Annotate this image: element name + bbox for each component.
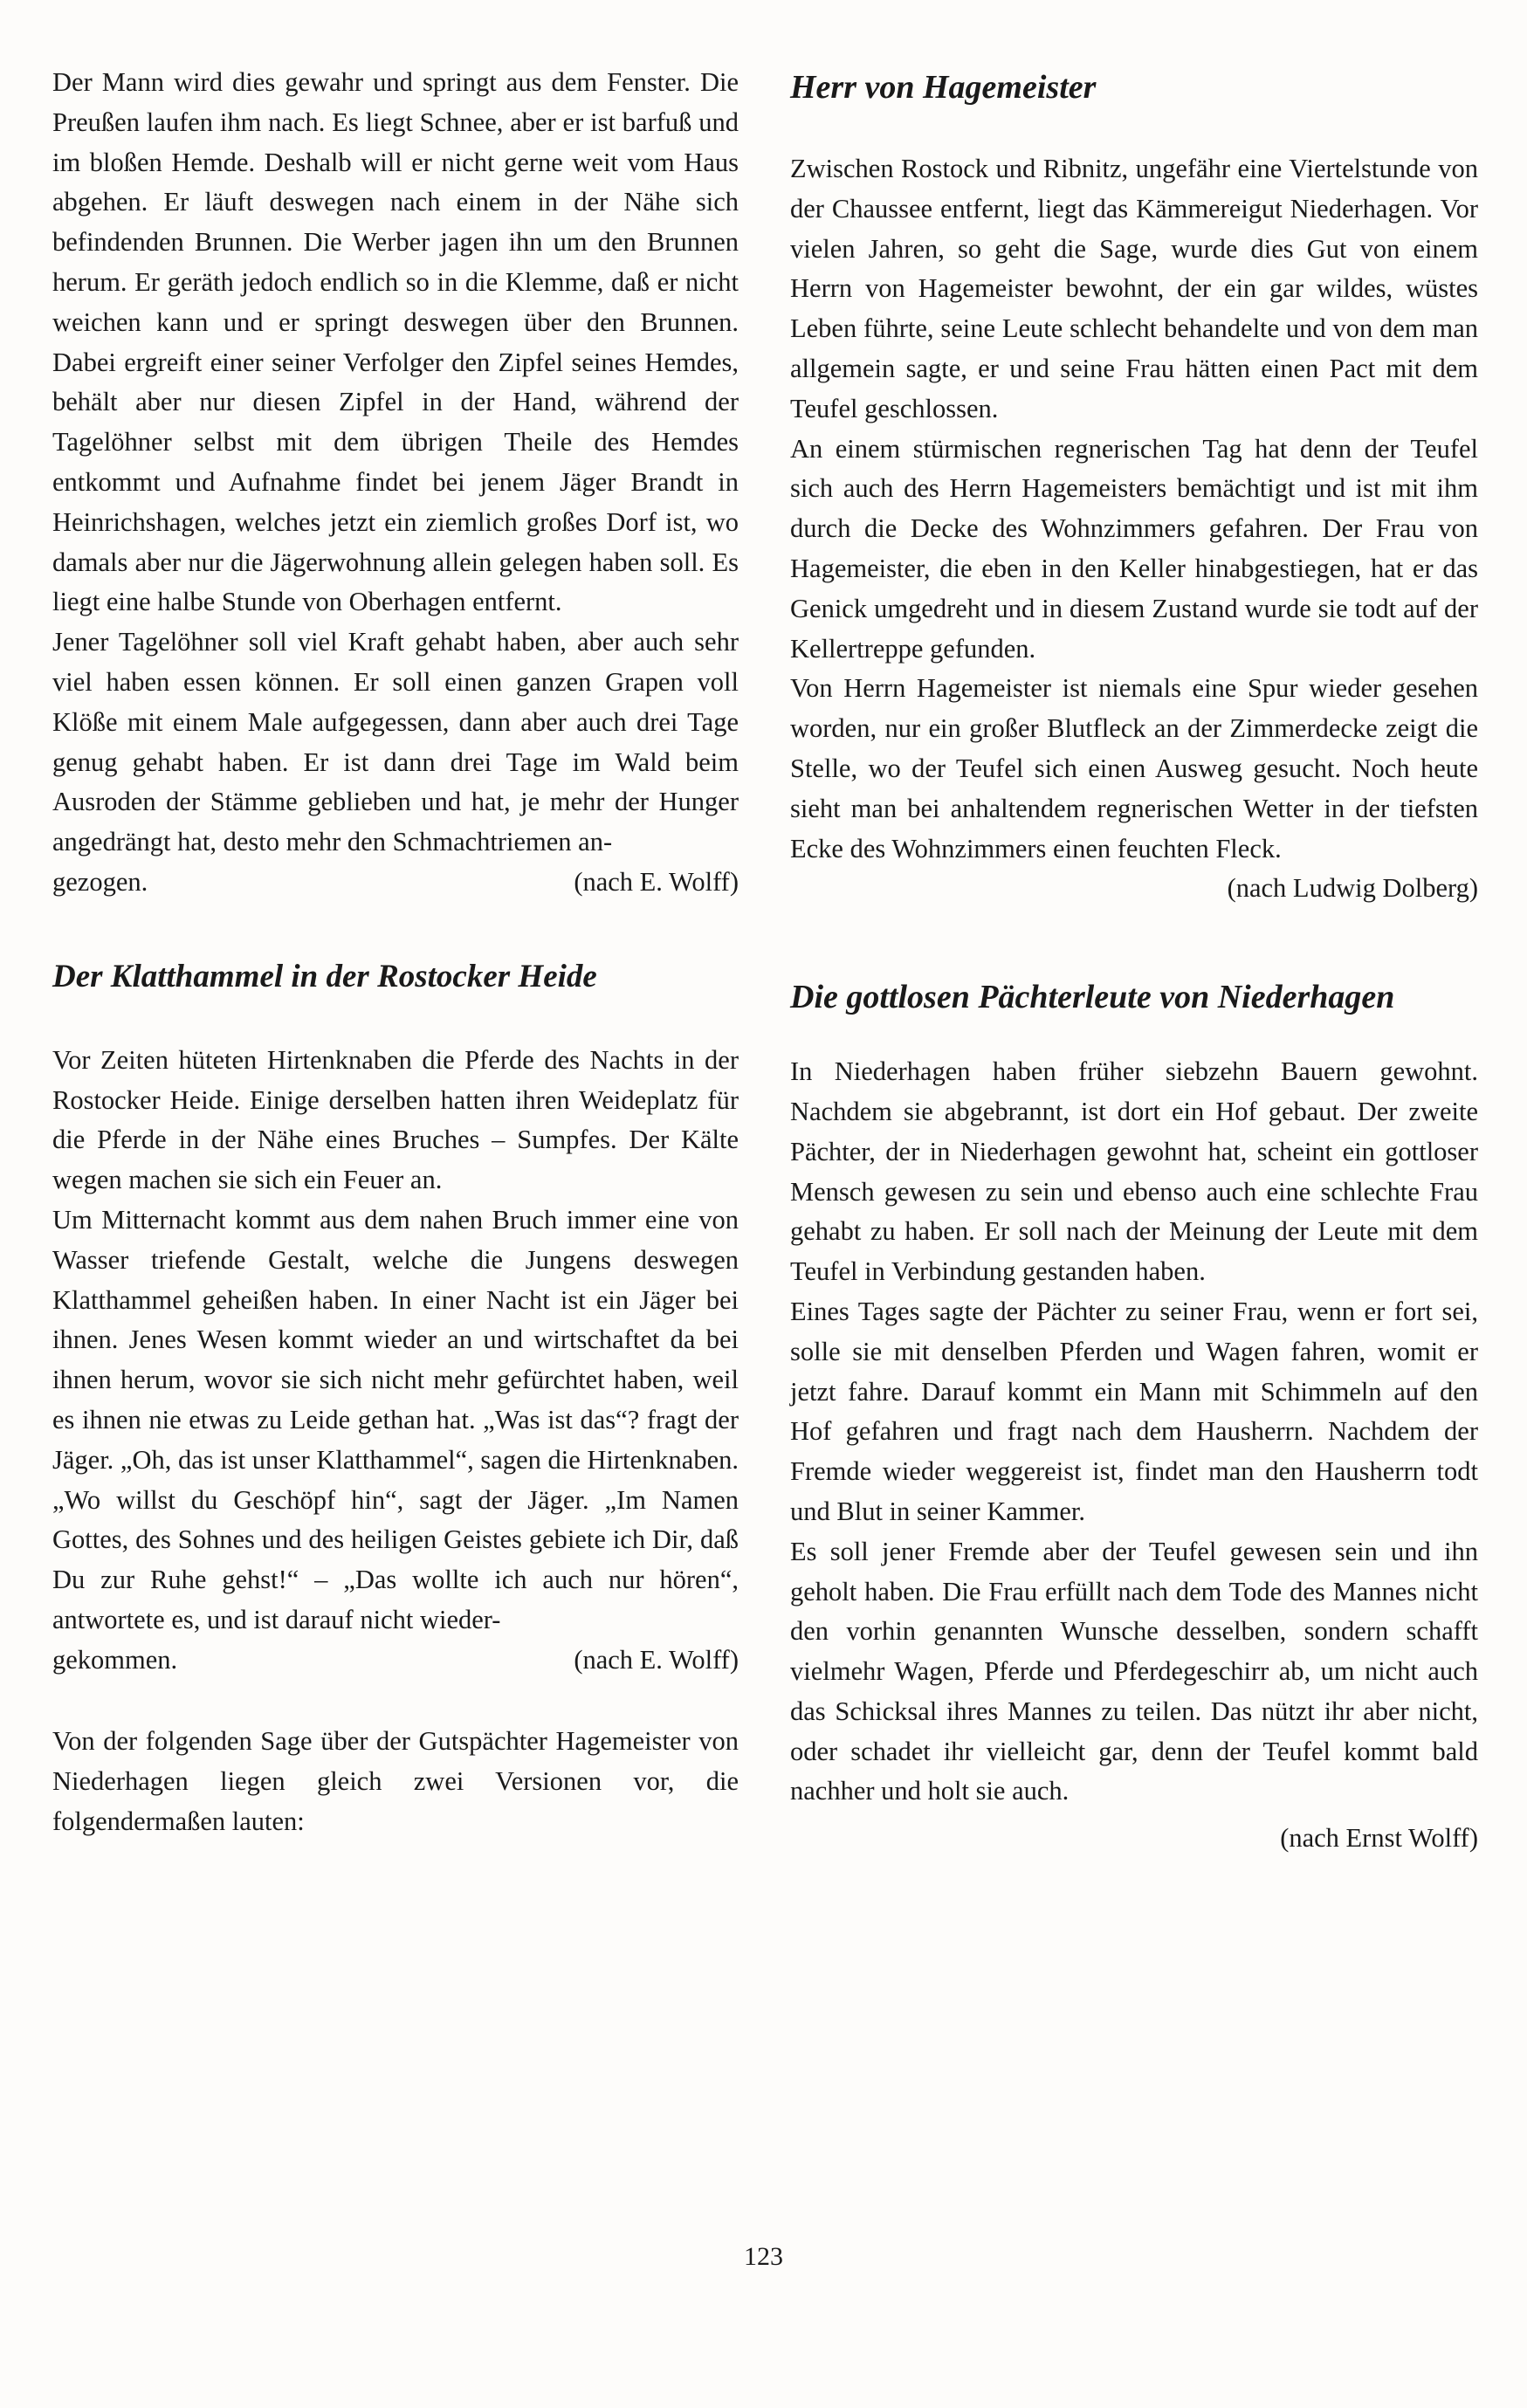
paragraph: Eines Tages sagte der Pächter zu seiner Frau, wenn er fort sei, solle sie mit denselben Pferden und Wagen fahren, womit er jetzt fahre. Darauf kommt ein Mann mit Schimmeln auf den Hof gefahren und fragt nach dem Hausherrn. Nachdem der Fremde wieder weggereist ist, findet man den Hausherrn todt und Blut in seiner Kammer.	[790, 1296, 1478, 1526]
paragraph-last-line: gekommen.	[52, 1644, 178, 1675]
paragraph: Es soll jener Fremde aber der Teufel gewesen sein und ihn geholt haben. Die Frau erfüllt nach dem Tode des Mannes nicht den vorhin genannten Wunsche desselben, sondern schafft vielmehr Wagen, Pferde und Pferdegeschirr ab, um nicht auch das Schicksal ihres Mannes zu teilen. Das nützt ihr aber nicht, oder schadet ihr vielleicht gar, denn der Teufel kommt bald nachher und holt sie auch.	[790, 1536, 1478, 1806]
right-column	[790, 63, 1478, 1859]
paragraph: Um Mitternacht kommt aus dem nahen Bruch immer eine von Wasser triefende Gestalt, welche die Jungens deswegen Klatthammel geheißen haben. In einer Nacht ist ein Jäger bei ihnen. Jenes Wesen kommt wieder an und wirtschaftet da bei ihnen herum, wovor sie sich nicht mehr gefürchtet haben, weil es ihnen nie etwas zu Leide gethan hat. „Was ist das“? fragt der Jäger. „Oh, das ist unser Klatthammel“, sagen die Hirtenknaben. „Wo willst du Geschöpf hin“, sagt der Jäger. „Im Namen Gottes, des Sohnes und des heiligen Geistes gebiete ich Dir, daß Du zur Ruhe gehst!“ – „Das wollte ich auch nur hören“, antwortete es, und ist darauf nicht wieder-	[52, 1204, 739, 1634]
paragraph: In Niederhagen haben früher siebzehn Bauern gewohnt. Nachdem sie abgebrannt, ist dort ein Hof gebaut. Der zweite Pächter, der in Niederhagen gewohnt hat, scheint ein gottloser Mensch gewesen zu sein und ebenso auch eine schlechte Frau gehabt zu haben. Er soll nach der Meinung der Leute mit dem Teufel in Verbindung gestanden haben.	[790, 1056, 1478, 1287]
section-title: Herr von Hagemeister	[790, 69, 1097, 106]
paragraph: Von Herrn Hagemeister ist niemals eine Spur wieder gesehen worden, nur ein großer Blutfleck an der Zimmerdecke zeigt die Stelle, wo der Teufel sich einen Ausweg gesucht. Noch heute sieht man bei anhaltendem regnerischen Wetter in der tiefsten Ecke des Wohnzimmers einen feuchten Fleck.	[790, 673, 1478, 863]
page-number: 123	[744, 2242, 783, 2271]
paragraph: An einem stürmischen regnerischen Tag hat denn der Teufel sich auch des Herrn Hagemeisters bemächtigt und ist mit ihm durch die Decke des Wohnzimmers gefahren. Der Frau von Hagemeister, die eben in den Keller hinabgestiegen, hat er das Genick umgedreht und in diesem Zustand wurde sie todt auf der Kellertreppe gefunden.	[790, 433, 1478, 664]
paragraph: Der Mann wird dies gewahr und springt aus dem Fenster. Die Preußen laufen ihm nach. Es liegt Schnee, aber er ist barfuß und im bloßen Hemde. Deshalb will er nicht gerne weit vom Haus abgehen. Er läuft deswegen nach einem in der Nähe sich befindenden Brunnen. Die Werber jagen ihn um den Brunnen herum. Er geräth jedoch endlich so in die Klemme, daß er nicht weichen kann und er springt deswegen über den Brunnen. Dabei ergreift einer seiner Verfolger den Zipfel seines Hemdes, behält aber nur diesen Zipfel in der Hand, während der Tagelöhner selbst mit dem übrigen Theile des Hemdes entkommt und Aufnahme findet bei jenem Jäger Brandt in Heinrichshagen, welches jetzt ein ziemlich großes Dorf ist, wo damals aber nur die Jägerwohnung allein gelegen haben soll. Es liegt eine halbe Stunde von Oberhagen entfernt.	[52, 67, 739, 617]
paragraph-end	[52, 1641, 739, 1681]
paragraph: Jener Tagelöhner soll viel Kraft gehabt haben, aber auch sehr viel haben essen können. Er soll einen ganzen Grapen voll Klöße mit einem Male aufgegessen, dann aber auch drei Tage genug gehabt haben. Er ist dann drei Tage im Wald beim Ausroden der Stämme geblieben und hat, je mehr der Hunger angedrängt hat, desto mehr den Schmachtriemen an-	[52, 627, 739, 857]
paragraph: Von der folgenden Sage über der Gutspächter Hagemeister von Niederhagen liegen gleich zwei Versionen vor, die folgendermaßen lauten:	[52, 1726, 739, 1837]
left-column	[52, 63, 739, 1842]
source-citation: (nach Ernst Wolff)	[1280, 1823, 1478, 1854]
paragraph: Vor Zeiten hüteten Hirtenknaben die Pferde des Nachts in der Rostocker Heide. Einige derselben hatten ihren Weideplatz für die Pferde in der Nähe eines Bruches – Sumpfes. Der Kälte wegen machen sie sich ein Feuer an.	[52, 1044, 739, 1195]
paragraph-end	[52, 863, 739, 903]
source-citation: (nach E. Wolff)	[574, 866, 739, 897]
source-citation: (nach Ludwig Dolberg)	[1227, 873, 1478, 904]
section-title: Der Klatthammel in der Rostocker Heide	[52, 958, 597, 994]
paragraph-last-line: gezogen.	[52, 866, 148, 897]
source-citation: (nach E. Wolff)	[574, 1644, 739, 1675]
paragraph: Zwischen Rostock und Ribnitz, ungefähr eine Viertelstunde von der Chaussee entfernt, liegt das Kämmereigut Niederhagen. Vor vielen Jahren, so geht die Sage, wurde dies Gut von einem Herrn von Hagemeister bewohnt, der ein gar wildes, wüstes Leben führte, seine Leute schlecht behandelte und von dem man allgemein sagte, er und seine Frau hätten einen Pact mit dem Teufel geschlossen.	[790, 154, 1478, 423]
section-title: Die gottlosen Pächterleute von Niederhagen	[790, 979, 1395, 1016]
